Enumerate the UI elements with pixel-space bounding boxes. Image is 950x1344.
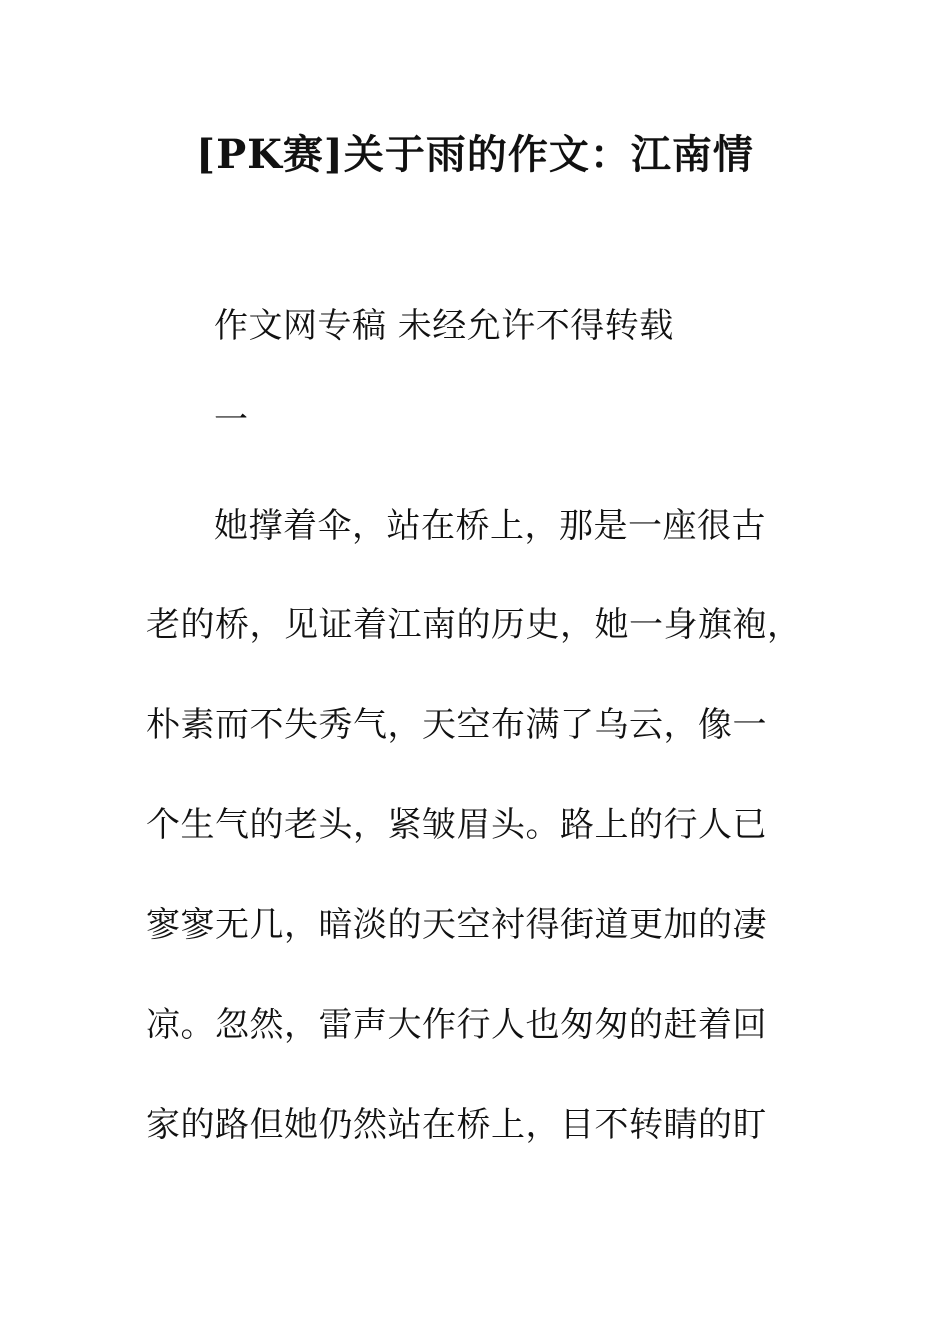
paragraph-line: 老的桥，见证着江南的历史，她一身旗袍， [146, 605, 802, 645]
byline: 作文网专稿 未经允许不得转载 [214, 306, 674, 346]
paragraph-line: 寥寥无几，暗淡的天空衬得街道更加的凄 [146, 905, 767, 945]
paragraph-line: 家的路但她仍然站在桥上，目不转睛的盯 [146, 1105, 767, 1145]
section-number: 一 [214, 400, 249, 440]
document-title: [PK赛]关于雨的作文：江南情 [196, 131, 754, 178]
paragraph-line: 个生气的老头，紧皱眉头。路上的行人已 [146, 805, 767, 845]
paragraph-line: 凉。忽然，雷声大作行人也匆匆的赶着回 [146, 1005, 767, 1045]
paragraph-line: 她撑着伞，站在桥上，那是一座很古 [214, 506, 766, 546]
paragraph-line: 朴素而不失秀气，天空布满了乌云，像一 [146, 705, 767, 745]
